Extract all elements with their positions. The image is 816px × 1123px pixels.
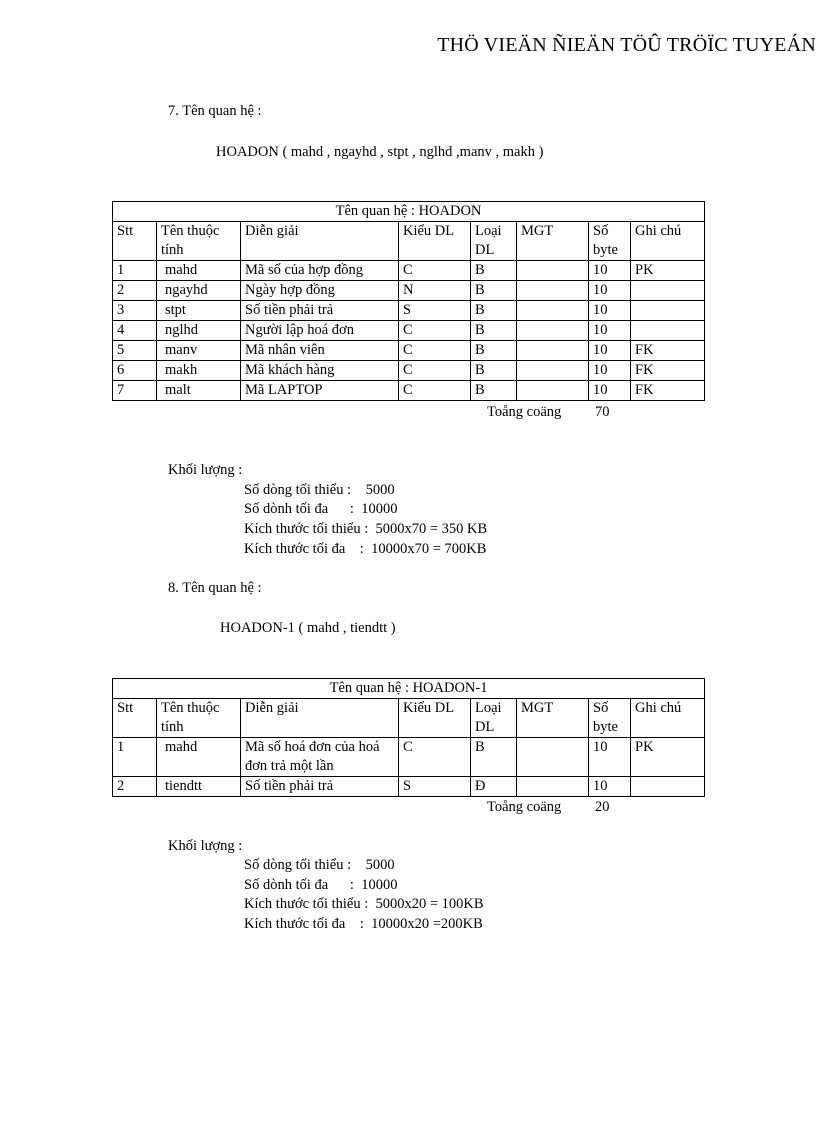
volume-line: Kích thước tối đa : 10000x20 =200KB xyxy=(244,916,483,932)
relation-table-hoadon xyxy=(112,201,705,401)
total-value-hoadon: 70 xyxy=(595,404,610,420)
cell-note xyxy=(631,281,705,301)
volume-line: Kích thước tối đa : 10000x70 = 700KB xyxy=(244,541,487,557)
col-header-desc: Diễn giải xyxy=(241,222,399,261)
section7-heading: 7. Tên quan hệ : xyxy=(168,103,262,119)
cell-kind: B xyxy=(471,738,517,777)
total-label-hoadon-1: Toång coäng xyxy=(487,799,562,815)
cell-type: C xyxy=(399,341,471,361)
cell-attr: malt xyxy=(157,381,241,401)
cell-mgt xyxy=(517,381,589,401)
cell-bytes: 10 xyxy=(589,777,631,797)
col-header-type: Kiểu DL xyxy=(399,222,471,261)
cell-stt: 6 xyxy=(113,361,157,381)
cell-note: FK xyxy=(631,381,705,401)
cell-kind: B xyxy=(471,301,517,321)
cell-kind: B xyxy=(471,361,517,381)
cell-bytes: 10 xyxy=(589,321,631,341)
section8-schema: HOADON-1 ( mahd , tiendtt ) xyxy=(220,620,396,636)
volume-line: Kích thước tối thiểu : 5000x70 = 350 KB xyxy=(244,521,488,537)
col-header-attr: Tên thuộc tính xyxy=(157,222,241,261)
cell-note: PK xyxy=(631,738,705,777)
cell-bytes: 10 xyxy=(589,381,631,401)
table-row xyxy=(113,301,705,321)
cell-type: C xyxy=(399,381,471,401)
cell-note xyxy=(631,301,705,321)
cell-stt: 7 xyxy=(113,381,157,401)
cell-stt: 4 xyxy=(113,321,157,341)
cell-mgt xyxy=(517,361,589,381)
table-row xyxy=(113,261,705,281)
cell-attr: nglhd xyxy=(157,321,241,341)
volume-line: Số dòng tối thiểu : 5000 xyxy=(244,482,395,498)
col-header-mgt: MGT xyxy=(517,699,589,738)
cell-note xyxy=(631,777,705,797)
section7-schema: HOADON ( mahd , ngayhd , stpt , nglhd ,manv , makh ) xyxy=(216,144,544,160)
volume-label: Khối lượng : xyxy=(168,462,243,478)
volume-label: Khối lượng : xyxy=(168,838,243,854)
cell-type: S xyxy=(399,777,471,797)
cell-kind: Đ xyxy=(471,777,517,797)
table-header-row xyxy=(113,222,705,261)
volume-line: Số dònh tối đa : 10000 xyxy=(244,877,398,893)
cell-stt: 2 xyxy=(113,281,157,301)
relation-table-hoadon-1 xyxy=(112,678,705,797)
cell-note xyxy=(631,321,705,341)
table-row xyxy=(113,281,705,301)
cell-desc: Mã số của hợp đồng xyxy=(241,261,399,281)
cell-desc: Mã LAPTOP xyxy=(241,381,399,401)
cell-type: C xyxy=(399,261,471,281)
total-label-hoadon: Toång coäng xyxy=(487,404,562,420)
section8-heading: 8. Tên quan hệ : xyxy=(168,580,262,596)
cell-attr: manv xyxy=(157,341,241,361)
cell-type: S xyxy=(399,301,471,321)
cell-attr: makh xyxy=(157,361,241,381)
cell-stt: 5 xyxy=(113,341,157,361)
col-header-note: Ghi chú xyxy=(631,222,705,261)
cell-stt: 1 xyxy=(113,738,157,777)
cell-attr: tiendtt xyxy=(157,777,241,797)
cell-note: PK xyxy=(631,261,705,281)
cell-bytes: 10 xyxy=(589,361,631,381)
cell-mgt xyxy=(517,321,589,341)
cell-kind: B xyxy=(471,321,517,341)
cell-bytes: 10 xyxy=(589,738,631,777)
col-header-stt: Stt xyxy=(113,222,157,261)
cell-note: FK xyxy=(631,361,705,381)
col-header-kind: Loại DL xyxy=(471,222,517,261)
cell-bytes: 10 xyxy=(589,301,631,321)
cell-desc: Số tiền phải trả xyxy=(241,777,399,797)
cell-desc: Ngày hợp đồng xyxy=(241,281,399,301)
cell-kind: B xyxy=(471,341,517,361)
table-header-row xyxy=(113,699,705,738)
cell-attr: mahd xyxy=(157,738,241,777)
table-row xyxy=(113,341,705,361)
cell-desc: Mã số hoá đơn của hoá đơn trả một lần xyxy=(241,738,399,777)
total-value-hoadon-1: 20 xyxy=(595,799,610,815)
table-row xyxy=(113,738,705,777)
cell-attr: ngayhd xyxy=(157,281,241,301)
table-title: Tên quan hệ : HOADON-1 xyxy=(113,679,705,699)
cell-type: C xyxy=(399,738,471,777)
cell-mgt xyxy=(517,341,589,361)
table-row xyxy=(113,321,705,341)
page-header: THÖ VIEÄN ÑIEÄN TÖÛ TRÖÏC TUYEÁN xyxy=(437,34,816,56)
cell-stt: 2 xyxy=(113,777,157,797)
cell-bytes: 10 xyxy=(589,281,631,301)
cell-stt: 3 xyxy=(113,301,157,321)
cell-kind: B xyxy=(471,261,517,281)
table-row xyxy=(113,381,705,401)
cell-bytes: 10 xyxy=(589,261,631,281)
cell-mgt xyxy=(517,261,589,281)
cell-attr: stpt xyxy=(157,301,241,321)
col-header-note: Ghi chú xyxy=(631,699,705,738)
col-header-bytes: Số byte xyxy=(589,222,631,261)
cell-desc: Số tiền phải trả xyxy=(241,301,399,321)
cell-mgt xyxy=(517,777,589,797)
cell-attr: mahd xyxy=(157,261,241,281)
col-header-kind: Loại DL xyxy=(471,699,517,738)
table-row xyxy=(113,777,705,797)
cell-desc: Mã khách hàng xyxy=(241,361,399,381)
cell-mgt xyxy=(517,281,589,301)
col-header-attr: Tên thuộc tính xyxy=(157,699,241,738)
volume-line: Số dònh tối đa : 10000 xyxy=(244,501,398,517)
table-title: Tên quan hệ : HOADON xyxy=(113,202,705,222)
volume-line: Kích thước tối thiểu : 5000x20 = 100KB xyxy=(244,896,484,912)
cell-kind: B xyxy=(471,381,517,401)
col-header-bytes: Số byte xyxy=(589,699,631,738)
cell-mgt xyxy=(517,738,589,777)
cell-desc: Người lập hoá đơn xyxy=(241,321,399,341)
cell-type: C xyxy=(399,321,471,341)
cell-bytes: 10 xyxy=(589,341,631,361)
col-header-type: Kiểu DL xyxy=(399,699,471,738)
volume-line: Số dòng tối thiểu : 5000 xyxy=(244,857,395,873)
col-header-stt: Stt xyxy=(113,699,157,738)
cell-type: C xyxy=(399,361,471,381)
cell-kind: B xyxy=(471,281,517,301)
cell-type: N xyxy=(399,281,471,301)
col-header-desc: Diễn giải xyxy=(241,699,399,738)
table-row xyxy=(113,361,705,381)
col-header-mgt: MGT xyxy=(517,222,589,261)
cell-stt: 1 xyxy=(113,261,157,281)
cell-note: FK xyxy=(631,341,705,361)
cell-desc: Mã nhân viên xyxy=(241,341,399,361)
cell-mgt xyxy=(517,301,589,321)
